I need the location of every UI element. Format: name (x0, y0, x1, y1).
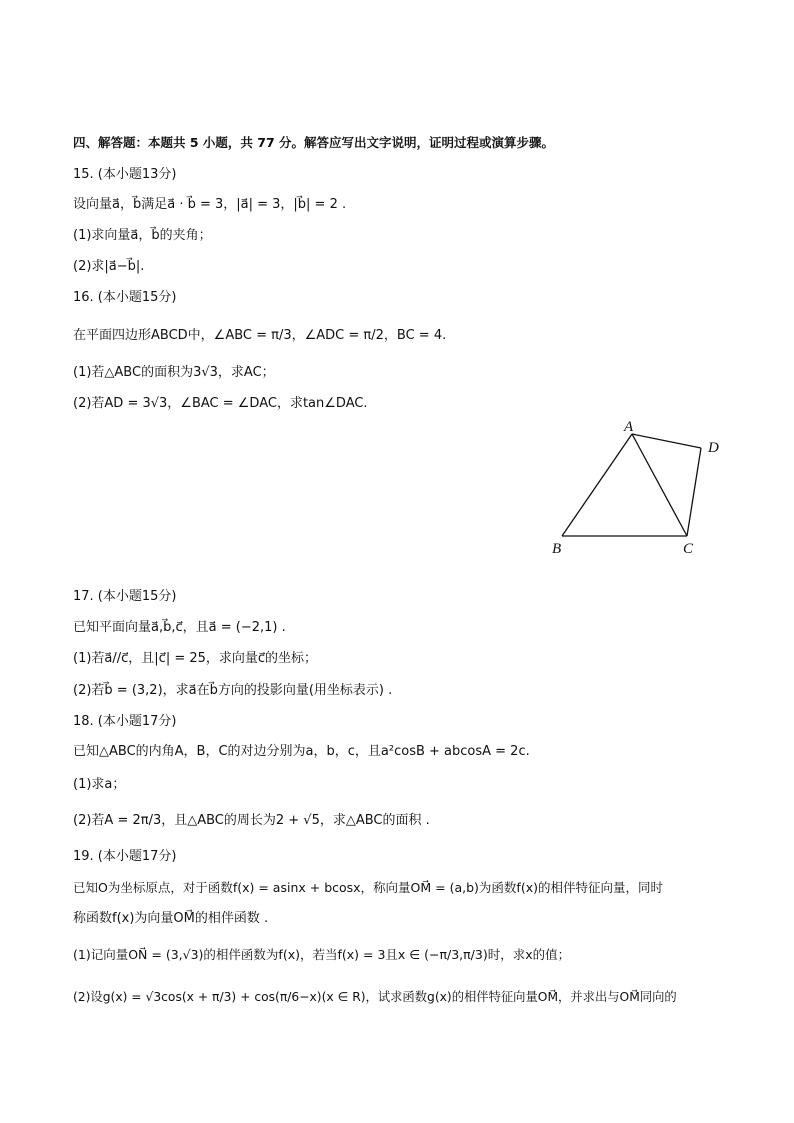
problem-18-part-2: (2)若A = 2π/3，且△ABC的周长为2 + √5，求△ABC的面积 . (73, 813, 430, 828)
problem-15-header: 15. (本小题13分) (73, 167, 177, 182)
problem-16-header: 16. (本小题15分) (73, 290, 177, 305)
edge-AD (632, 434, 701, 448)
problem-16-part-2: (2)若AD = 3√3，∠BAC = ∠DAC，求tan∠DAC. (73, 396, 368, 411)
edge-AC (632, 434, 687, 536)
edge-DC (687, 448, 701, 536)
problem-16-statement: 在平面四边形ABCD中，∠ABC = π/3，∠ADC = π/2，BC = 4. (73, 328, 447, 343)
problem-19-part-2: (2)设g(x) = √3cos(x + π/3) + cos(π/6−x)(x ∈ R)，试求函数g(x)的相伴特征向量OM⃗，并求出与OM⃗同向的 (73, 990, 677, 1004)
problem-19-statement-2: 称函数f(x)为向量OM⃗的相伴函数 . (73, 911, 269, 926)
problem-19-part-1: (1)记向量ON⃗ = (3,√3)的相伴函数为f(x)，若当f(x) = 3且x ∈ (−π/3,π/3)时，求x的值； (73, 947, 571, 962)
problem-18-header: 18. (本小题17分) (73, 714, 177, 729)
edge-AB (562, 434, 632, 536)
problem-19-header: 19. (本小题17分) (73, 849, 177, 864)
vertex-label-C: C (683, 541, 694, 557)
problem-15-part-1: (1)求向量a⃗，b⃗的夹角； (73, 228, 212, 243)
vertex-label-B: B (552, 541, 562, 557)
problem-16-part-1: (1)若△ABC的面积为3√3，求AC； (73, 365, 275, 380)
problem-17-header: 17. (本小题15分) (73, 589, 177, 604)
vertex-label-D: D (708, 440, 719, 456)
problem-17-part-2: (2)若b⃗ = (3,2)，求a⃗在b⃗方向的投影向量(用坐标表示) . (73, 683, 393, 698)
problem-17-part-1: (1)若a⃗//c⃗，且|c⃗| = 25，求向量c⃗的坐标； (73, 651, 318, 666)
section-header: 四、解答题：本题共 5 小题，共 77 分。解答应写出文字说明，证明过程或演算步骤。 (73, 135, 555, 150)
problem-17-statement: 已知平面向量a⃗,b⃗,c⃗，且a⃗ = (−2,1) . (73, 620, 286, 635)
problem-18-statement: 已知△ABC的内角A，B，C的对边分别为a，b，c，且a²cosB + abcosA = 2c. (73, 744, 530, 759)
vertex-label-A: A (624, 419, 634, 435)
problem-15-statement: 设向量a⃗，b⃗满足a⃗ · b⃗ = 3，|a⃗| = 3，|b⃗| = 2 . (73, 197, 347, 212)
problem-19-statement-1: 已知O为坐标原点，对于函数f(x) = asinx + bcosx，称向量OM⃗ = (a,b)为函数f(x)的相伴特征向量，同时 (73, 880, 663, 895)
quadrilateral-figure (540, 412, 730, 562)
problem-18-part-1: (1)求a； (73, 777, 126, 792)
problem-15-part-2: (2)求|a⃗−b⃗|. (73, 259, 145, 274)
